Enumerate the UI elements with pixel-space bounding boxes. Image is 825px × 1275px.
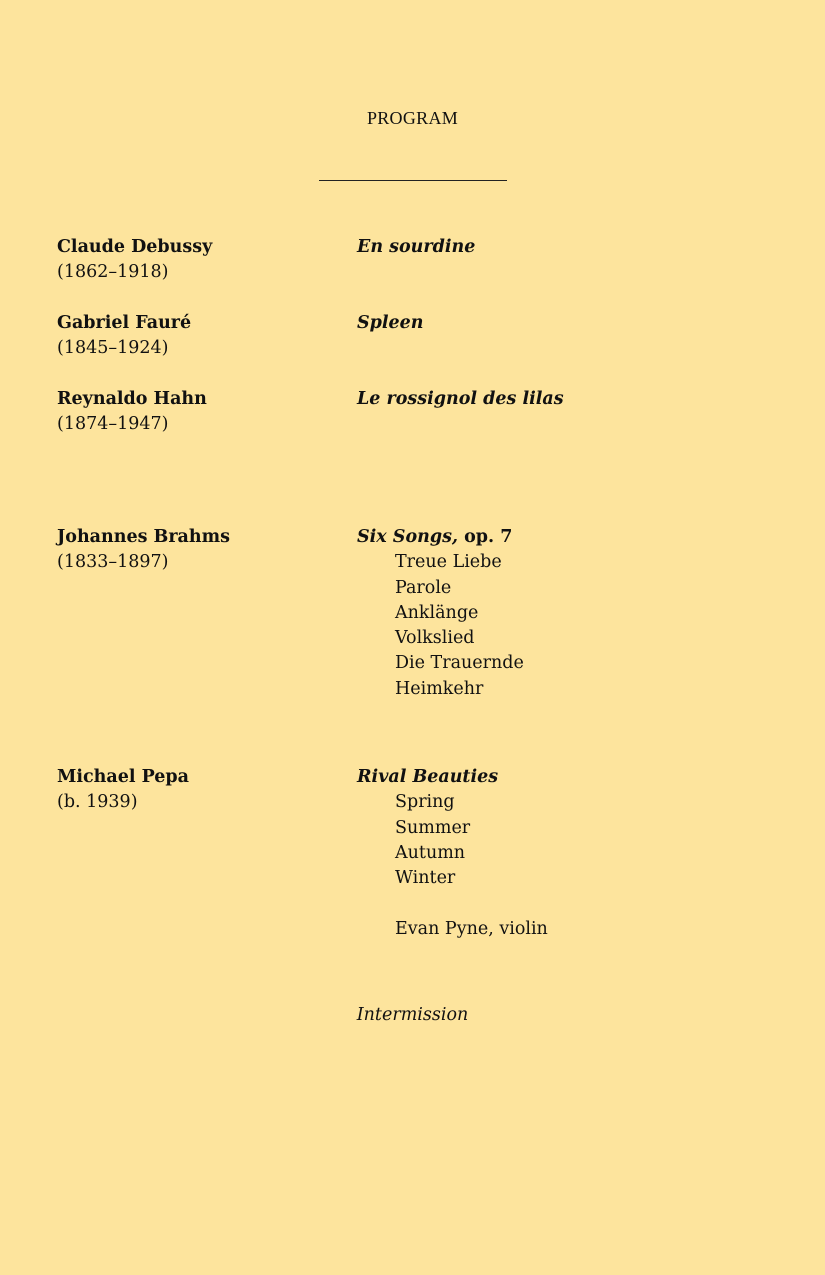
- work-block: [357, 765, 548, 942]
- movement: Heimkehr: [395, 678, 484, 699]
- work-title-text: Six Songs,: [357, 527, 459, 547]
- composer-dates: (1833–1897): [57, 552, 169, 572]
- work-title: Rival Beauties: [357, 767, 499, 787]
- composer-block: [57, 387, 207, 437]
- composer-block: [57, 235, 212, 285]
- work-opus: op. 7: [458, 527, 513, 547]
- title-divider: [319, 180, 507, 181]
- composer-block: [57, 311, 191, 361]
- work-title: En sourdine: [357, 237, 476, 257]
- composer-dates: (1862–1918): [57, 262, 169, 282]
- movement: Anklänge: [395, 602, 479, 623]
- spacer: [357, 891, 548, 916]
- work-block: [357, 525, 524, 702]
- performer: Evan Pyne, violin: [395, 918, 548, 939]
- composer-name: Claude Debussy: [57, 237, 213, 257]
- composer-name: Reynaldo Hahn: [57, 389, 207, 409]
- composer-dates: (1845–1924): [57, 338, 169, 358]
- composer-name: Gabriel Fauré: [57, 313, 192, 333]
- movement: Die Trauernde: [395, 653, 524, 674]
- composer-name: Michael Pepa: [57, 767, 190, 787]
- intermission-label: Intermission: [356, 1005, 469, 1025]
- movement: Volkslied: [395, 628, 475, 649]
- work-title: [357, 525, 524, 550]
- movement: Parole: [395, 577, 452, 598]
- composer-name: Johannes Brahms: [57, 527, 230, 547]
- movement: Winter: [395, 868, 456, 889]
- movement: Summer: [395, 817, 471, 838]
- work-title: Spleen: [357, 313, 424, 333]
- work-block: [357, 387, 564, 412]
- composer-dates: (b. 1939): [57, 792, 138, 812]
- work-block: [357, 311, 424, 336]
- composer-dates: (1874–1947): [57, 414, 169, 434]
- movement: Spring: [395, 792, 455, 813]
- page-title: PROGRAM: [366, 108, 459, 128]
- movement: Treue Liebe: [395, 552, 502, 573]
- movement: Autumn: [395, 842, 466, 863]
- composer-block: [57, 525, 230, 575]
- work-title: Le rossignol des lilas: [357, 389, 564, 409]
- composer-block: [57, 765, 189, 815]
- work-block: [357, 235, 475, 260]
